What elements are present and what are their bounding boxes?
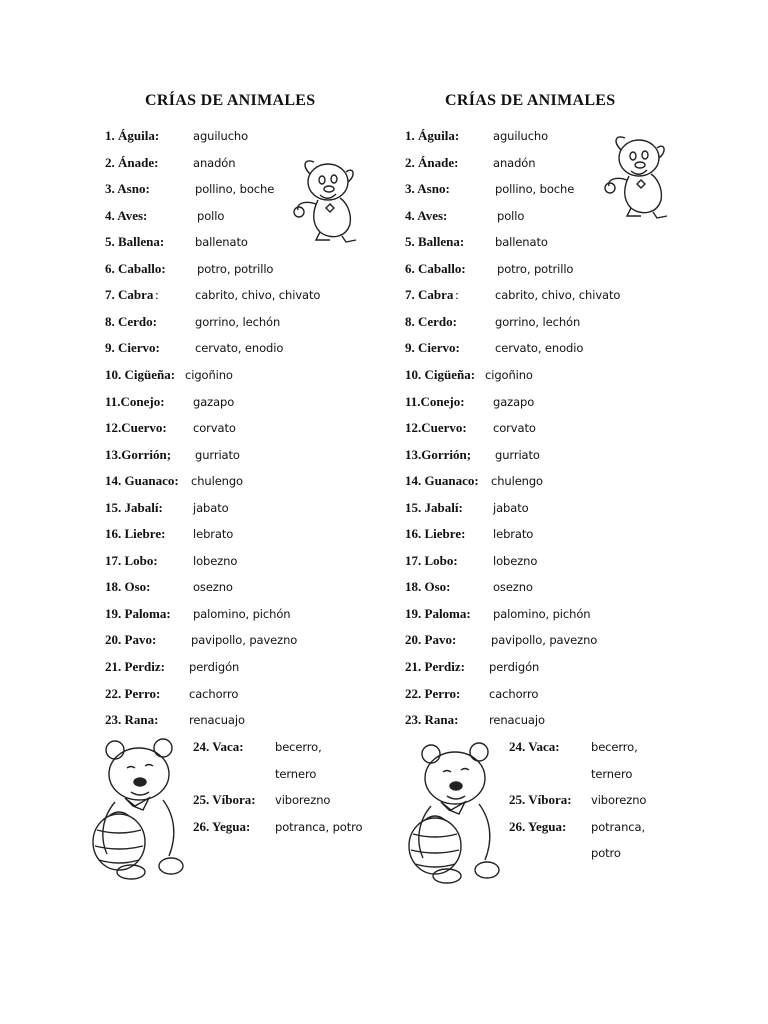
list-item (405, 604, 735, 624)
animal-label: 11.Conejo: (405, 393, 465, 409)
list-item (105, 577, 435, 597)
offspring-name: potro, potrillo (197, 261, 274, 276)
offspring-name: potro (591, 846, 621, 861)
list-item (105, 657, 435, 677)
list-item (405, 259, 735, 279)
animal-label: 19. Paloma: (105, 605, 171, 621)
offspring-name: ternero (275, 766, 317, 781)
animal-label: 22. Perro: (105, 685, 161, 701)
list-item (105, 179, 435, 199)
offspring-name: cachorro (189, 686, 239, 701)
list-item (105, 418, 435, 438)
offspring-name: becerro, (275, 740, 322, 754)
list-item (105, 524, 435, 544)
offspring-name: pollo (497, 208, 525, 223)
page-title: CRÍAS DE ANIMALES (445, 92, 616, 109)
offspring-name: renacuajo (489, 713, 545, 728)
offspring-name: cigoñino (185, 367, 233, 382)
offspring-name: chulengo (491, 474, 543, 489)
right-column (405, 0, 735, 1024)
offspring-name: aguilucho (193, 129, 249, 143)
animal-label: 18. Oso: (405, 579, 451, 595)
list-item (105, 259, 435, 279)
offspring-name: pavipollo, pavezno (191, 633, 298, 648)
animal-label: 16. Liebre: (405, 526, 466, 542)
animal-label: 21. Perdiz: (105, 659, 165, 674)
animal-label: 18. Oso: (105, 579, 151, 595)
offspring-name: lobezno (193, 553, 238, 568)
animal-label: 16. Liebre: (105, 526, 166, 542)
offspring-name: gurriato (195, 447, 240, 462)
list-item (105, 206, 435, 226)
offspring-name: palomino, pichón (193, 606, 291, 621)
list-item (105, 312, 435, 332)
list-item (105, 471, 435, 491)
offspring-name: chulengo (191, 474, 243, 489)
list-item (105, 285, 435, 305)
animal-label: 4. Aves: (105, 207, 148, 223)
offspring-name: anadón (193, 155, 236, 170)
animal-label: 11.Conejo: (105, 393, 165, 409)
animal-label: 9. Ciervo: (105, 340, 160, 356)
list-item (105, 365, 435, 385)
offspring-name: ballenato (195, 235, 248, 250)
animal-label: 19. Paloma: (405, 605, 471, 621)
list-item (105, 684, 435, 704)
list-item (105, 551, 435, 571)
animal-label: 26. Yegua: (509, 818, 567, 834)
animal-label: 7. Cabra (105, 287, 154, 303)
list-item (405, 710, 735, 730)
list-item (405, 418, 735, 438)
offspring-name: lebrato (193, 527, 234, 542)
animal-label: 21. Perdiz: (405, 659, 465, 674)
list-item (105, 153, 435, 173)
offspring-name: lobezno (493, 553, 538, 568)
offspring-name: cigoñino (485, 367, 533, 382)
bear-with-honey-pot-icon (401, 736, 501, 886)
list-item (405, 684, 735, 704)
offspring-name: potro, potrillo (497, 261, 574, 276)
offspring-name: palomino, pichón (493, 606, 591, 621)
list-item (105, 710, 435, 730)
animal-label: 8. Cerdo: (105, 313, 157, 329)
list-item (105, 126, 435, 146)
list-item (105, 604, 435, 624)
list-item (105, 232, 435, 252)
list-item (405, 285, 735, 305)
list-item (405, 471, 735, 491)
list-item (405, 551, 735, 571)
offspring-name: lebrato (493, 527, 534, 542)
offspring-name: ternero (591, 766, 633, 781)
page-title: CRÍAS DE ANIMALES (145, 92, 316, 109)
offspring-name: viborezno (591, 793, 647, 808)
offspring-name: corvato (193, 421, 236, 436)
animal-label: 15. Jabalí: (405, 499, 463, 515)
list-item (405, 445, 735, 465)
offspring-name: pollino, boche (495, 182, 575, 197)
animal-label: 12.Cuervo: (405, 420, 467, 436)
animal-label: 2. Ánade: (405, 154, 459, 170)
puppy-illustration-icon (290, 152, 362, 244)
offspring-name: ballenato (495, 235, 548, 250)
animal-label: 14. Guanaco: (405, 473, 479, 489)
animal-label: 8. Cerdo: (405, 313, 457, 329)
animal-label: 24. Vaca: (509, 739, 560, 754)
offspring-name: renacuajo (189, 713, 245, 728)
offspring-name: osezno (493, 580, 533, 595)
list-item (105, 498, 435, 518)
offspring-name: : (155, 288, 159, 303)
list-item (405, 392, 735, 412)
list-item (405, 312, 735, 332)
animal-label: 17. Lobo: (405, 552, 458, 568)
list-item (105, 338, 435, 358)
offspring-name: cervato, enodio (495, 341, 584, 356)
list-item (105, 630, 435, 650)
offspring-name: cabrito, chivo, chivato (195, 288, 321, 303)
animal-label: 23. Rana: (405, 712, 459, 728)
animal-label: 6. Caballo: (405, 260, 466, 276)
animal-label: 1. Águila: (405, 128, 460, 143)
offspring-name: gazapo (193, 394, 235, 409)
animal-label: 23. Rana: (105, 712, 159, 728)
list-item (405, 206, 735, 226)
offspring-name: gazapo (493, 394, 535, 409)
list-item (405, 498, 735, 518)
animal-label: 1. Águila: (105, 128, 160, 143)
list-item (405, 179, 735, 199)
offspring-name: pollo (197, 208, 225, 223)
list-item (405, 338, 735, 358)
animal-label: 22. Perro: (405, 685, 461, 701)
offspring-name: gorrino, lechón (195, 314, 281, 329)
list-item (405, 126, 735, 146)
offspring-name: anadón (493, 155, 536, 170)
offspring-name: cervato, enodio (195, 341, 284, 356)
offspring-name: osezno (193, 580, 233, 595)
animal-label: 9. Ciervo: (405, 340, 460, 356)
offspring-name: pollino, boche (195, 182, 275, 197)
offspring-name: potranca, (591, 819, 646, 834)
animal-label: 26. Yegua: (193, 818, 251, 834)
offspring-name: becerro, (591, 740, 638, 754)
animal-label: 2. Ánade: (105, 154, 159, 170)
animal-label: 24. Vaca: (193, 739, 244, 754)
animal-label: 17. Lobo: (105, 552, 158, 568)
animal-label: 3. Asno: (405, 181, 450, 197)
animal-label: 20. Pavo: (405, 632, 457, 648)
offspring-name: cachorro (489, 686, 539, 701)
animal-label: 25. Víbora: (193, 792, 256, 808)
animal-label: 10. Cigüeña: (105, 366, 176, 382)
offspring-name: jabato (493, 500, 529, 515)
offspring-name: aguilucho (493, 129, 549, 143)
animal-label: 13.Gorrión; (405, 446, 472, 462)
offspring-name: : (455, 288, 459, 303)
list-item (105, 392, 435, 412)
animal-label: 12.Cuervo: (105, 420, 167, 436)
animal-label: 20. Pavo: (105, 632, 157, 648)
animal-label: 13.Gorrión; (105, 446, 172, 462)
list-item (405, 577, 735, 597)
offspring-name: cabrito, chivo, chivato (495, 288, 621, 303)
offspring-name: pavipollo, pavezno (491, 633, 598, 648)
animal-label: 4. Aves: (405, 207, 448, 223)
list-item (105, 445, 435, 465)
animal-label: 7. Cabra (405, 287, 454, 303)
animal-label: 3. Asno: (105, 181, 150, 197)
offspring-name: gurriato (495, 447, 540, 462)
offspring-name: gorrino, lechón (495, 314, 581, 329)
offspring-name: jabato (193, 500, 229, 515)
animal-label: 6. Caballo: (105, 260, 166, 276)
animal-label: 15. Jabalí: (105, 499, 163, 515)
offspring-name: potranca, potro (275, 819, 363, 834)
offspring-name: perdigón (189, 660, 240, 674)
bear-with-honey-pot-icon (85, 732, 185, 882)
list-item (405, 657, 735, 677)
list-item (405, 524, 735, 544)
offspring-name: corvato (493, 421, 536, 436)
animal-label: 5. Ballena: (405, 234, 465, 250)
animal-label: 14. Guanaco: (105, 473, 179, 489)
list-item (405, 630, 735, 650)
left-column (105, 0, 435, 1024)
list-item (405, 232, 735, 252)
offspring-name: viborezno (275, 793, 331, 808)
list-item (405, 153, 735, 173)
animal-label: 5. Ballena: (105, 234, 165, 250)
list-item (405, 365, 735, 385)
animal-label: 25. Víbora: (509, 792, 572, 808)
animal-label: 10. Cigüeña: (405, 366, 476, 382)
offspring-name: perdigón (489, 660, 540, 674)
puppy-illustration-icon (601, 128, 673, 220)
